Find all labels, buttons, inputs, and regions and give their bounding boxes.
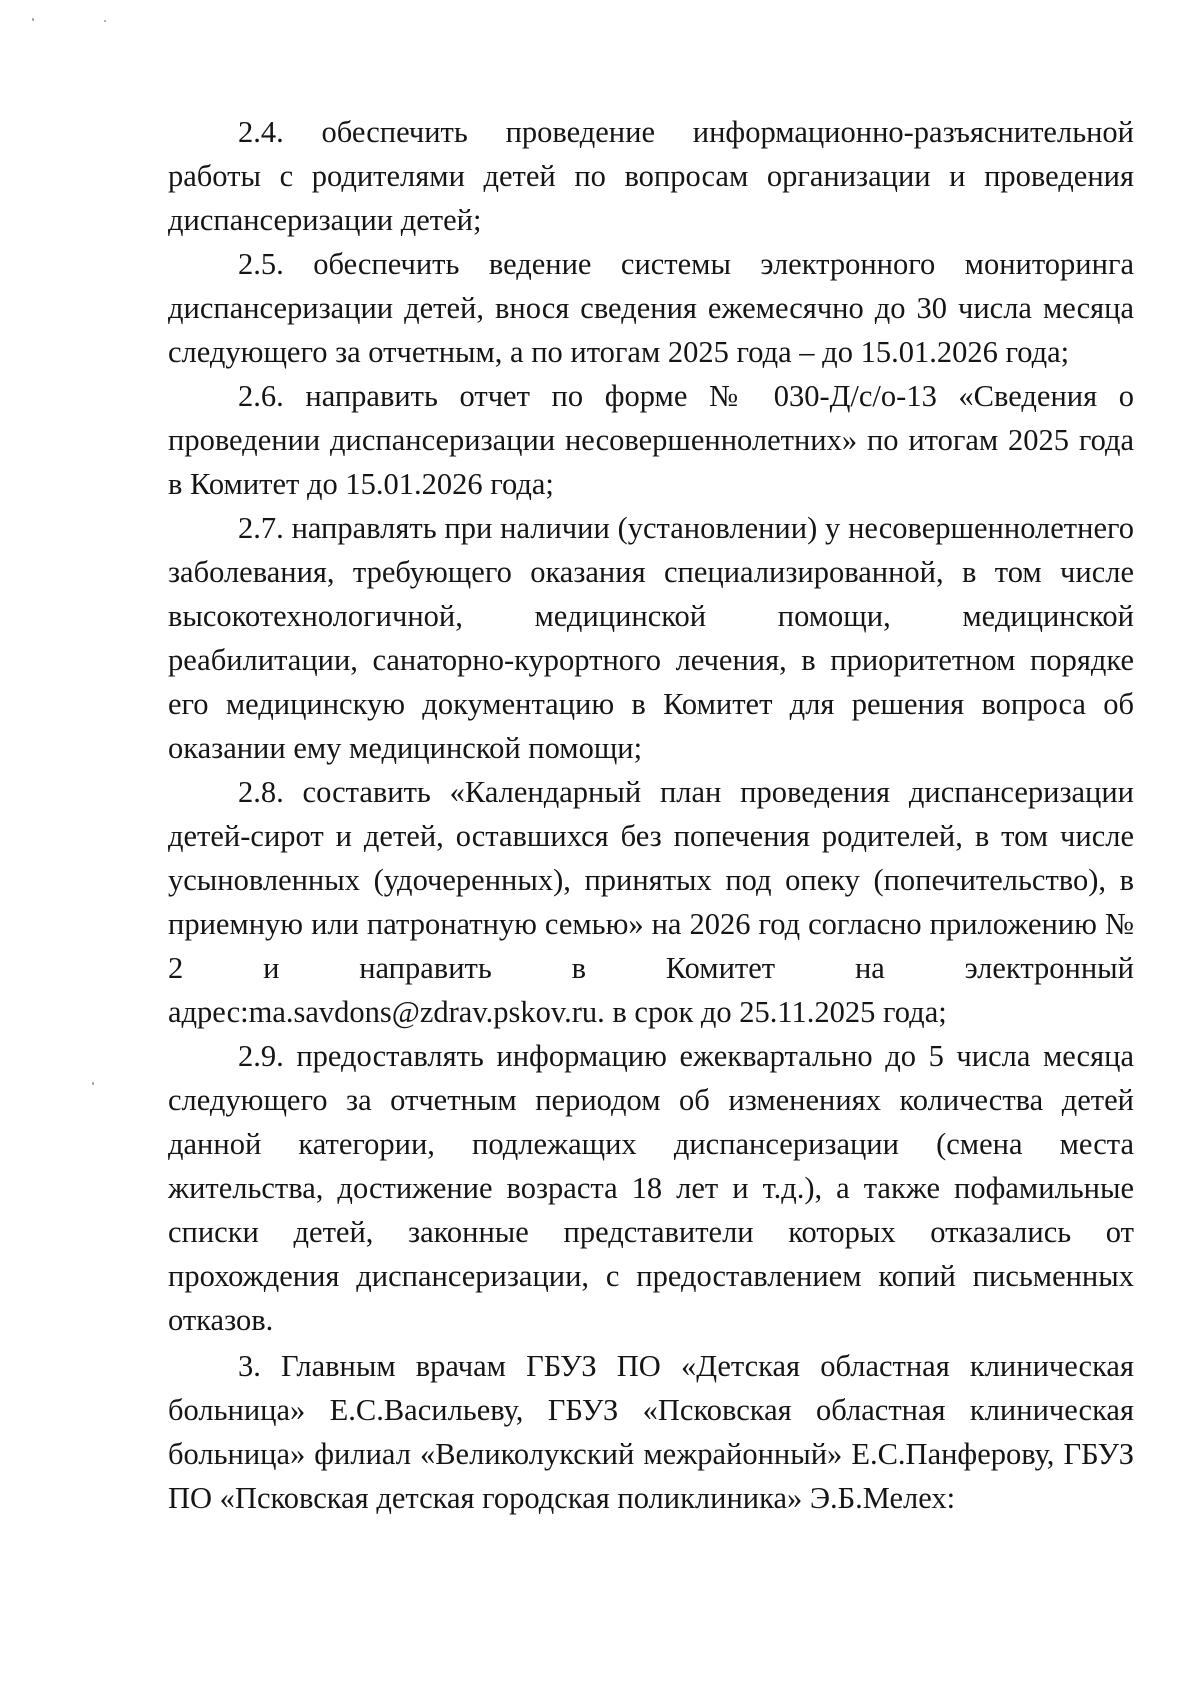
paragraph-2-8: 2.8. составить «Календарный план проведения диспансеризации детей-сирот и детей, оставшихся без попечения родителей, в том числе усыновленных (удочеренных), принятых под опеку (попечительство), в приемную или патронатную семью» на 2026 год согласно приложению № 2 и направить в Комитет на электронный адрес:ma.savdons@zdrav.pskov.ru. в срок до 25.11.2025 года; — [168, 775, 1134, 1029]
paragraph-2-7: 2.7. направлять при наличии (установлении) у несовершеннолетнего заболевания, требующего оказания специализированной, в том числе высокотехнологичной, медицинской помощи, медицинской реабилитации, санаторно-курортного лечения, в приоритетном порядке его медицинскую документацию в Комитет для решения вопроса об оказании ему медицинской помощи; — [168, 511, 1134, 765]
paragraph-2-5: 2.5. обеспечить ведение системы электронного мониторинга диспансеризации детей, внося сведения ежемесячно до 30 числа месяца следующего за отчетным, а по итогам 2025 года – до 15.01.2026 года; — [168, 247, 1134, 369]
paragraph-2-9: 2.9. предоставлять информацию ежеквартально до 5 числа месяца следующего за отчетным периодом об изменениях количества детей данной категории, подлежащих диспансеризации (смена места жительства, достижение возраста 18 лет и т.д.), а также пофамильные списки детей, законные представители которых отказались от прохождения диспансеризации, с предоставлением копий письменных отказов. — [168, 1039, 1134, 1337]
scan-speck — [104, 20, 106, 22]
scan-speck — [92, 1082, 94, 1085]
paragraph-2-4: 2.4. обеспечить проведение информационно-разъяснительной работы с родителями детей по вопросам организации и проведения диспансеризации детей; — [168, 115, 1134, 237]
paragraph-3: 3. Главным врачам ГБУЗ ПО «Детская областная клиническая больница» Е.С.Васильеву, ГБУЗ «Псковская областная клиническая больница» филиал «Великолукский межрайонный» Е.С.Панферову, ГБУЗ ПО «Псковская детская городская поликлиника» Э.Б.Мелех: — [168, 1349, 1134, 1515]
document-body — [168, 110, 1134, 1520]
paragraph-2-6: 2.6. направить отчет по форме № 030-Д/с/о-13 «Сведения о проведении диспансеризации несовершеннолетних» по итогам 2025 года в Комитет до 15.01.2026 года; — [168, 379, 1134, 501]
scan-speck — [32, 18, 34, 21]
